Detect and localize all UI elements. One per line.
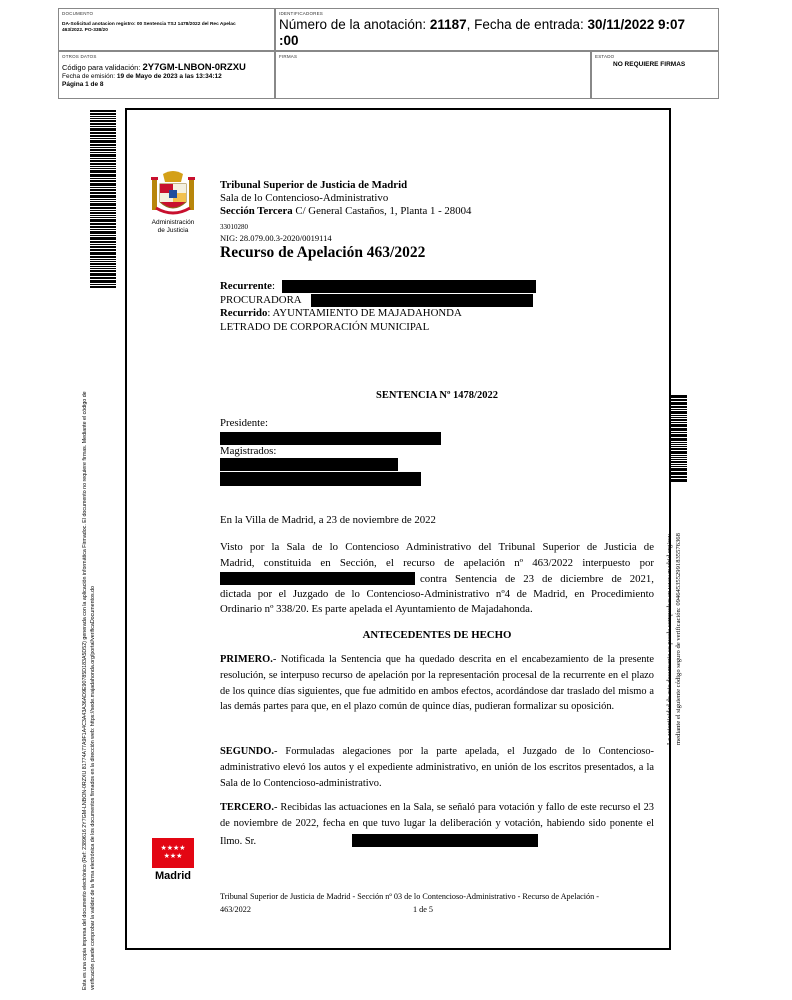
primero-text: - Notificada la Sentencia que ha quedado descrita en el encabezamiento de la presente resolución, se interpuso recurso de apelación por la representación procesal de la recurrente en el plazo de los quince días siguientes, que fue admitido en ambos efectos, acordándose dar traslado del mismo a las demás partes para que, en el plazo común de quince días, pudieran formalizar su oposición. [220, 654, 654, 713]
barcode-stripe [669, 424, 687, 427]
barcode-stripe [669, 444, 687, 445]
barcode-stripe [90, 284, 116, 285]
anotacion-number: 21187 [429, 17, 467, 32]
barcode-stripe [90, 223, 116, 225]
barcode-stripe [90, 277, 116, 279]
barcode-stripe [90, 237, 116, 240]
barcode-stripe [90, 183, 116, 186]
barcode-stripe [669, 415, 687, 416]
barcode-stripe [90, 174, 116, 177]
barcode-stripe [669, 446, 687, 447]
firmas-label: FIRMAS [279, 54, 298, 59]
barcode-stripe [669, 464, 687, 465]
recurrido-value: : AYUNTAMIENTO DE MAJADAHONDA [267, 307, 462, 320]
header-estado-cell [591, 51, 719, 99]
recurso-title: Recurso de Apelación 463/2022 [220, 244, 426, 261]
presidente-label: Presidente: [220, 417, 268, 429]
barcode-stripe [90, 192, 116, 194]
barcode-stripe [669, 442, 687, 443]
barcode-stripe [90, 128, 116, 131]
barcode-stripe [90, 246, 116, 248]
barcode-stripe [90, 210, 116, 211]
barcode-stripe [90, 195, 116, 198]
barcode-stripe [669, 448, 687, 450]
barcode-stripe [90, 168, 116, 169]
barcode-stripe [669, 422, 687, 423]
madrid-flag-icon: ★★★★ ★★★ [152, 838, 194, 868]
barcode-stripe [90, 147, 116, 148]
barcode-stripe [90, 244, 116, 245]
recurrido-label: Recurrido [220, 307, 268, 320]
sentencia-title: SENTENCIA Nº 1478/2022 [376, 390, 498, 401]
pagina-text: Página 1 de 8 [62, 81, 104, 88]
barcode-stripe [669, 459, 687, 460]
barcode-stripe [90, 170, 116, 173]
barcode-stripe [90, 217, 116, 218]
procuradora-line: PROCURADORA [220, 293, 302, 306]
barcode-stripe [669, 402, 687, 405]
footer-line-2: 463/2022 [220, 905, 251, 914]
barcode-stripe [90, 215, 116, 216]
barcode-stripe [669, 399, 687, 401]
barcode-stripe [669, 457, 687, 458]
header-identificadores-cell [275, 8, 719, 51]
codigo-line [62, 62, 246, 73]
barcode-stripe [669, 428, 687, 431]
court-sala: Sala de lo Contencioso-Administrativo [220, 192, 389, 204]
redaction-presidente [220, 432, 441, 445]
header-documento-cell [58, 8, 275, 51]
barcode-stripe [669, 409, 687, 410]
barcode-stripe [90, 178, 116, 179]
barcode-stripe [90, 226, 116, 228]
barcode-stripe [90, 249, 116, 251]
emision-label: Fecha de emisión: [62, 73, 117, 80]
recurrente-label: Recurrente [220, 280, 272, 292]
segundo-label: SEGUNDO. [220, 746, 274, 757]
admin-line-1: Administración [151, 219, 195, 226]
antecedentes-title: ANTECEDENTES DE HECHO [362, 629, 512, 641]
madrid-logo-text: Madrid [154, 870, 192, 882]
barcode-stripe [90, 219, 116, 222]
barcode-stripe [90, 199, 116, 200]
barcode-stripe [90, 126, 116, 127]
barcode-stripe [669, 479, 687, 482]
visto-line-1: Visto por la Sala de lo Contencioso Administrativo del Tribunal Superior de Justicia de [220, 541, 654, 553]
redaction-magistrado-2 [220, 472, 421, 486]
court-header [220, 179, 620, 218]
barcode-stripe [90, 120, 116, 122]
barcode-stripe [90, 261, 116, 262]
barcode-stripe [90, 273, 116, 276]
redaction-ponente [352, 834, 538, 847]
barcode-stripe [669, 432, 687, 433]
barcode-stripe [90, 144, 116, 146]
barcode-stripe [90, 241, 116, 243]
fecha-continuation: :00 [279, 33, 299, 48]
header-otros-cell [58, 51, 275, 99]
redaction-magistrado-1 [220, 458, 398, 471]
barcode-stripe [90, 280, 116, 283]
barcode-stripe [90, 118, 116, 119]
barcode-right [669, 395, 687, 485]
barcode-stripe [669, 438, 687, 441]
barcode-stripe [90, 166, 116, 167]
court-address: C/ General Castaños, 1, Planta 1 - 28004 [292, 205, 472, 217]
identificadores-label: IDENTIFICADORES [279, 11, 324, 16]
segundo-paragraph [220, 744, 654, 791]
barcode-stripe [90, 160, 116, 162]
fecha-prefix: , Fecha de entrada: [466, 17, 588, 32]
coat-of-arms-icon [150, 170, 196, 218]
estado-label: ESTADO [595, 54, 615, 59]
barcode-stripe [90, 268, 116, 269]
barcode-stripe [669, 451, 687, 454]
barcode-stripe [669, 472, 687, 475]
admin-line-2: de Justicia [157, 226, 189, 234]
court-seccion: Sección Tercera [220, 205, 293, 217]
visto-line-5: Ordinario nº 338/20. Es parte apelada el Ayuntamiento de Majadahonda. [220, 603, 533, 615]
place-date: En la Villa de Madrid, a 23 de noviembre de 2022 [220, 514, 436, 526]
barcode-stripe [90, 270, 116, 272]
footer-page: 1 de 5 [413, 905, 434, 914]
visto-line-2: Madrid, constituida en Sección, el recurso de apelación nº 463/2022 interpuesto por [220, 557, 654, 569]
barcode-stripe [669, 468, 687, 471]
barcode-stripe [90, 231, 116, 234]
barcode-stripe [90, 152, 116, 153]
left-side-text-2: verificación puede comprobar la validez de la firma electrónica de los documentos firmados en la dirección web: https://sede.majadahonda.org/portal/verificaDocumentos.do [90, 586, 96, 990]
magistrados-label: Magistrados: [220, 445, 277, 457]
estado-value: NO REQUIERE FIRMAS [613, 61, 686, 68]
barcode-stripe [90, 154, 116, 157]
barcode-stripe [90, 180, 116, 182]
barcode-stripe [669, 466, 687, 467]
recurrido-line [220, 307, 462, 321]
barcode-stripe [90, 203, 116, 206]
barcode-stripe [669, 395, 687, 398]
barcode-stripe [90, 110, 116, 112]
codigo-label: Código para validación: [62, 63, 143, 72]
barcode-stripe [90, 207, 116, 209]
barcode-stripe [669, 411, 687, 414]
barcode-stripe [90, 113, 116, 115]
redaction-recurrente [282, 280, 536, 293]
barcode-stripe [90, 189, 116, 191]
segundo-text: - Formuladas alegaciones por la parte apelada, el Juzgado de lo Contencioso-administrativo elevó los autos y el expediente administrativo, en unión de los escritos presentados, a la Sala de lo Contencioso-administrativo. [220, 746, 654, 789]
barcode-stripe [669, 419, 687, 421]
primero-label: PRIMERO. [220, 654, 273, 665]
barcode-stripe [669, 476, 687, 478]
recurrente-colon: : [271, 280, 275, 292]
barcode-stripe [90, 212, 116, 214]
anotacion-line [279, 17, 685, 33]
barcode-stripe [90, 116, 116, 117]
nig: NIG: 28.079.00.3-2020/0019114 [220, 233, 332, 243]
barcode-stripe [90, 235, 116, 236]
barcode-stripe [90, 266, 116, 267]
primero-paragraph [220, 652, 654, 715]
barcode-stripe [90, 187, 116, 188]
letrado-line: LETRADO DE CORPORACIÓN MUNICIPAL [220, 320, 430, 333]
barcode-stripe [669, 455, 687, 456]
barcode-stripe [90, 263, 116, 265]
visto-line-3: contra Sentencia de 23 de diciembre de 2021, [420, 573, 654, 585]
barcode-stripe [90, 138, 116, 139]
redaction-procuradora [311, 294, 533, 307]
barcode-stripe [90, 149, 116, 151]
right-side-text-1: La autenticidad de este documento se puede comprobar en www.madrid.org/csv [666, 534, 673, 745]
emision-value: 19 de Mayo de 2023 a las 13:34:12 [116, 73, 222, 80]
court-code: 33010280 [220, 223, 248, 231]
barcode-stripe [90, 256, 116, 258]
barcode-stripe [90, 229, 116, 230]
footer-line-1: Tribunal Superior de Justicia de Madrid - Sección nº 03 de lo Contencioso-Administrativo - Recurso de Apelación - [220, 892, 600, 901]
anotacion-prefix: Número de la anotación: [279, 17, 430, 32]
tercero-label: TERCERO. [220, 802, 274, 813]
barcode-stripe [90, 163, 116, 165]
barcode-stripe [90, 123, 116, 125]
barcode-left [90, 110, 116, 290]
barcode-stripe [669, 434, 687, 437]
barcode-stripe [90, 132, 116, 134]
left-side-text-1: Esta es una copia impresa del documento electrónico (Ref: 2389616 2Y7GM-LNBON-0RZXU 81774A77A9F1A4C3A43A36AD9E90785D183A5D52) generada con la aplicación informática Firmadoc. El documento no requiere firmas. Mediante el código de [82, 391, 88, 990]
barcode-stripe [90, 140, 116, 143]
barcode-stripe [669, 417, 687, 418]
barcode-stripe [90, 135, 116, 137]
redaction-appellant [220, 572, 415, 585]
otros-label: OTROS DATOS [62, 54, 97, 59]
barcode-stripe [669, 406, 687, 408]
right-side-text-2: mediante el siguiente código seguro de verificación: 0946453552991835576368 [675, 533, 682, 745]
emision-line [62, 73, 222, 81]
documento-text: DA-Solicitud anotacion registro: 00 Sentencia TSJ 1478/2022 del Rec Apelac 463/2022. PO-338/20 [62, 22, 236, 33]
header-firmas-cell [275, 51, 591, 99]
codigo-value: 2Y7GM-LNBON-0RZXU [142, 62, 246, 73]
fecha-value: 30/11/2022 9:07 [587, 17, 686, 32]
visto-line-4: dictada por el Juzgado de lo Contencioso-Administrativo nº4 de Madrid, en Procedimiento [220, 588, 654, 600]
barcode-stripe [90, 252, 116, 255]
court-name: Tribunal Superior de Justicia de Madrid [220, 179, 408, 191]
tercero-text: - Recibidas las actuaciones en la Sala, se señaló para votación y fallo de este recurso el 23 de noviembre de 2022, fecha en que tuvo lugar la deliberación y votación, habiendo sido ponente el Ilmo. Sr. [220, 802, 654, 847]
documento-label: DOCUMENTO [62, 11, 94, 16]
barcode-stripe [90, 259, 116, 260]
barcode-stripe [90, 201, 116, 202]
barcode-stripe [90, 158, 116, 159]
barcode-stripe [669, 461, 687, 463]
barcode-stripe [90, 286, 116, 288]
admin-justicia-label [140, 219, 206, 234]
